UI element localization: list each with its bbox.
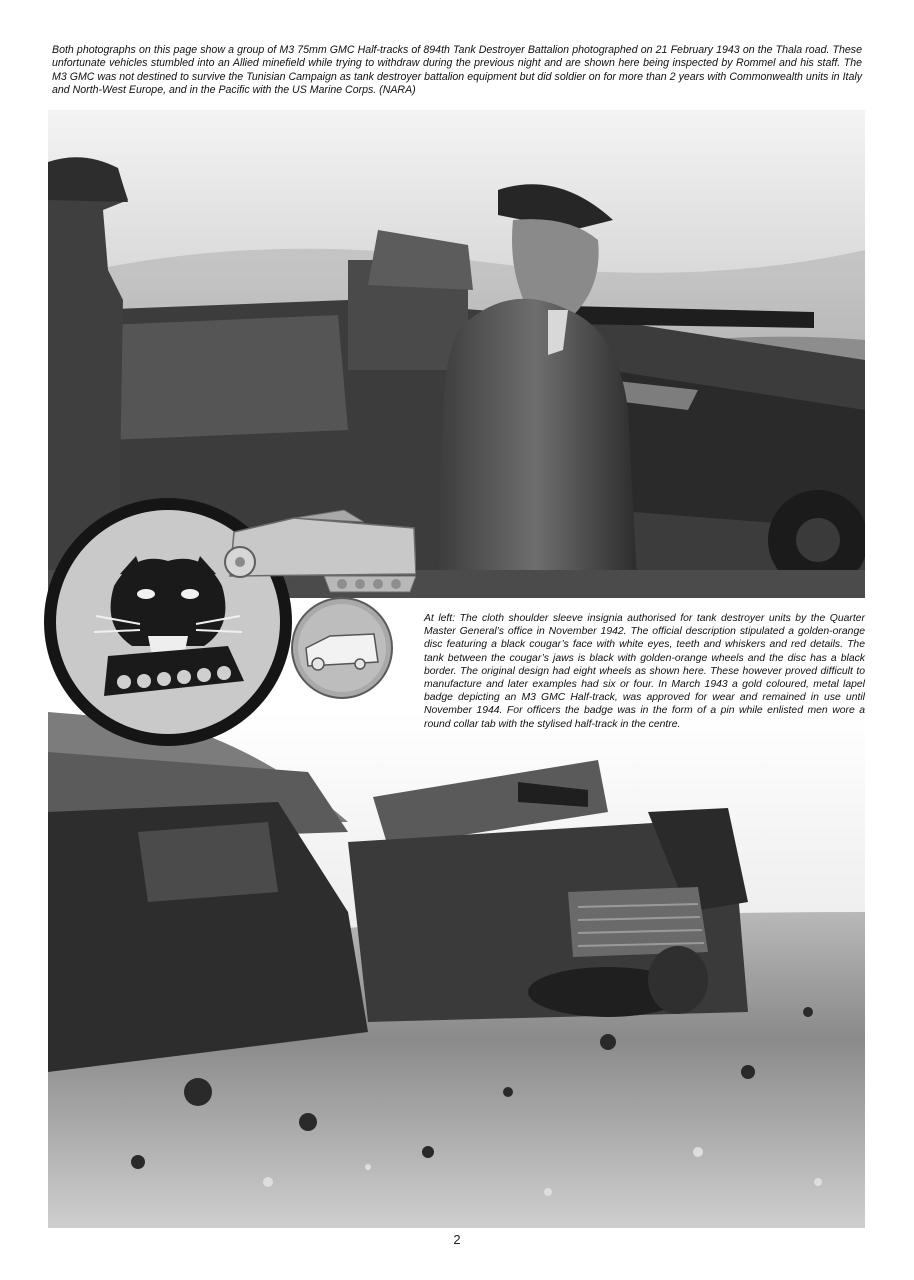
enlisted-collar-disc	[292, 598, 392, 698]
page-number: 2	[453, 1232, 461, 1247]
insignia-caption: At left: The cloth shoulder sleeve insignia authorised for tank destroyer units by the Quarter Master General’s office in November 1942. The official description stipulated a golden-orange disc featuring a black cougar’s face with white eyes, teeth and whiskers and red details. The tank between the cougar’s jaws is black with golden-orange wheels and the disc has a black border. The original design had eight wheels as shown here. These however proved difficult to manufacture and later examples had six or four. In March 1943 a gold coloured, metal lapel badge depicting an M3 GMC Half-track, was approved for wear and remained in use until November 1944. For officers the badge was in the form of a pin while enlisted men wore a round collar tab with the stylised half-track in the centre.	[424, 613, 865, 730]
photo-destroyed-halftracks	[48, 712, 865, 1228]
top-caption: Both photographs on this page show a group of M3 75mm GMC Half-tracks of 894th Tank Destroyer Battalion photographed on 21 February 1943 on the Thala road. These unfortunate vehicles stumbled into an Allied minefield while trying to withdraw during the previous night and are shown here being inspected by Rommel and his staff. The M3 GMC was not destined to survive the Tunisian Campaign as tank destroyer battalion equipment but did soldier on for more than 2 years with Commonwealth units in Italy and North-West Europe, and in the Pacific with the US Marine Corps. (NARA)	[52, 44, 862, 97]
insignia-badges	[44, 496, 416, 746]
